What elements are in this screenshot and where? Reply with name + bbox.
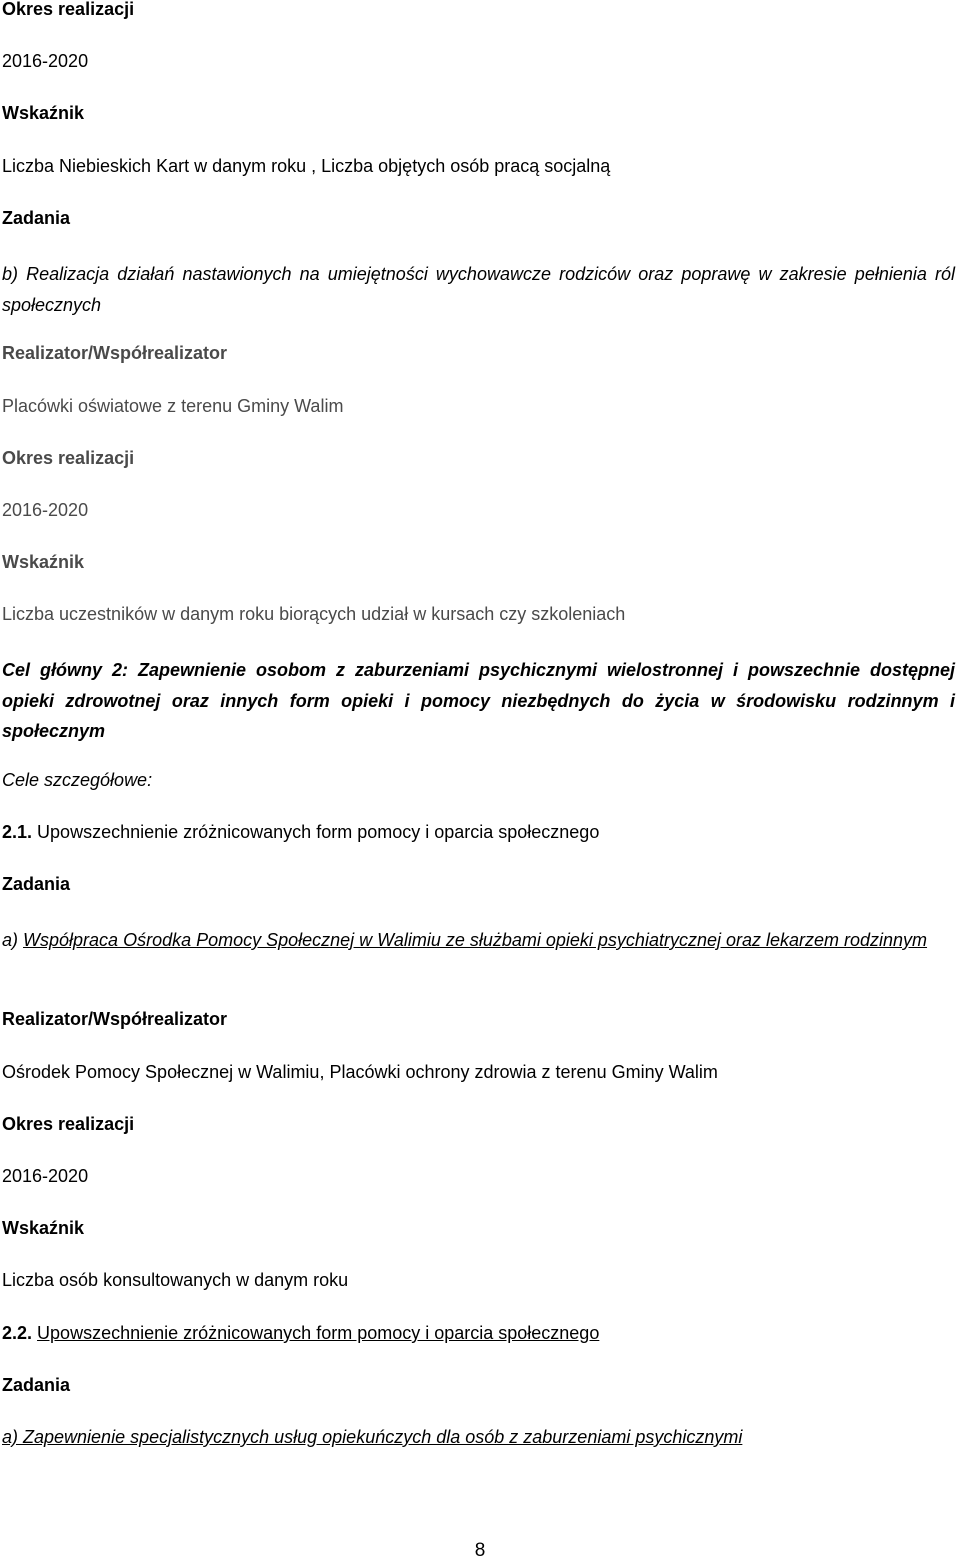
cel-glowny-2: Cel główny 2: Zapewnienie osobom z zaburzeniami psychicznymi wielostronnej i powszechnie dostępnej opieki zdrowotnej oraz innych form opieki i pomocy niezbędnych do życia w środowisku rodzinnym i społecznym [2,660,955,741]
task-prefix: a) [2,930,19,950]
wskaznik-label: Wskaźnik [2,103,85,123]
okres-realizacji-label: Okres realizacji [2,0,135,19]
cel-szczegolowy-2-1 [2,821,599,843]
wskaznik-label: Wskaźnik [2,1218,85,1238]
zadania-label: Zadania [2,208,71,228]
okres-realizacji-value: 2016-2020 [2,1166,89,1186]
realizator-label: Realizator/Współrealizator [2,1009,228,1029]
section-title: Upowszechnienie zróżnicowanych form pomocy i oparcia społecznego [37,822,600,842]
cele-szczegolowe-heading: Cele szczegółowe: [2,770,153,790]
wskaznik-value: Liczba uczestników w danym roku biorących udział w kursach czy szkoleniach [2,604,626,624]
realizator-value: Ośrodek Pomocy Społecznej w Walimiu, Placówki ochrony zdrowia z terenu Gminy Walim [2,1062,718,1082]
section-number: 2.2. [2,1323,33,1343]
cel-szczegolowy-2-2 [2,1322,599,1344]
zadanie-b: b) Realizacja działań nastawionych na umiejętności wychowawcze rodziców oraz poprawę w zakresie pełnienia ról społecznych [2,264,955,315]
section-number: 2.1. [2,822,33,842]
zadanie-a: a) Zapewnienie specjalistycznych usług opiekuńczych dla osób z zaburzeniami psychicznymi [2,1427,743,1447]
zadanie-a [2,925,955,956]
task-text: Współpraca Ośrodka Pomocy Społecznej w Walimiu ze służbami opieki psychiatrycznej oraz lekarzem rodzinnym [23,930,928,950]
okres-realizacji-value: 2016-2020 [2,500,89,520]
page-number: 8 [474,1540,486,1561]
okres-realizacji-label: Okres realizacji [2,448,135,468]
realizator-value: Placówki oświatowe z terenu Gminy Walim [2,396,344,416]
section-title: Upowszechnienie zróżnicowanych form pomocy i oparcia społecznego [37,1323,600,1343]
realizator-label: Realizator/Współrealizator [2,343,228,363]
okres-realizacji-label: Okres realizacji [2,1114,135,1134]
okres-realizacji-value: 2016-2020 [2,51,89,71]
wskaznik-label: Wskaźnik [2,552,85,572]
zadania-label: Zadania [2,874,71,894]
wskaznik-value: Liczba Niebieskich Kart w danym roku , Liczba objętych osób pracą socjalną [2,156,611,176]
wskaznik-value: Liczba osób konsultowanych w danym roku [2,1270,349,1290]
zadania-label: Zadania [2,1375,71,1395]
